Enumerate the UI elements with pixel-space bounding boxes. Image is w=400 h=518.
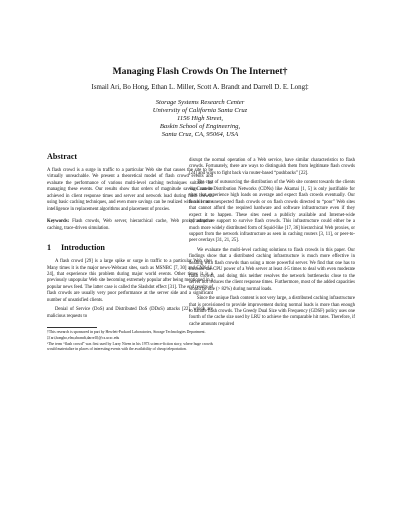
intro-paragraph: A flash crowd [29] is a large spike or surge in traffic to a particular Web site¹. Many times it is the major news-Webcast sites, such as MSNBC [7, 30] and CNN [4, 24], that experience this problem during major world events. Other times it is a previously unpopular Web site becoming extremely popular after being mentioned in a popular news feed. The latter case is called the Slashdot effect [31]. The end results of flash crowds are usually very poor performance at the server side and a significant number of unsatisfied clients. (47, 259, 213, 303)
footnote: ¹The term “flash crowd” was first used by Larry Niven in his 1973 science-fiction story, where huge crowds would materialize in places of interesting events with the availability of cheap teleportation. (47, 342, 213, 352)
abstract-heading: Abstract (47, 152, 78, 161)
body-paragraph: The cost of outsourcing the distribution of the Web site content towards the clients via Content Distribution Networks (CDNs) like Akamai [1, 5] is only justifiable for sites that experience high loads on average and expect flash crowds eventually. Our focus is on unexpected flash crowds or on flash crowds directed to “poor” Web sites that cannot afford the required hardware and software infrastructure even if they expect it to happen. These sites need a publicly available and Internet-wide infrastructure support to survive flash crowds. This infrastructure could either be a much more widely distributed form of Squid-like [17, 36] hierarchical Web proxies, or support from the network infrastructure as seen in caching routers [3, 11], or peer-to-peer overlays [31, 21, 25]. (189, 180, 355, 244)
footnote: †This research is sponsored in part by Hewlett-Packard Laboratories, Storage Technologies Department. (47, 329, 206, 334)
affiliation-line: Storage Systems Research Center (155, 99, 245, 106)
body-paragraph: disrupt the normal operation of a Web service, have similar characteristics to flash crowds. Fortunately, there are ways to distinguish them from legitimate flash crowds [24] and ways to fight back via router-based “pushbacks” [22]. (189, 158, 355, 176)
affiliation-line: Baskin School of Engineering, (159, 123, 241, 131)
affiliation-line: University of California Santa Cruz (152, 107, 248, 115)
keywords-label: Keywords: (47, 219, 70, 225)
affiliation-line: 1156 High Street, (177, 115, 223, 123)
paper-authors: Ismail Ari, Bo Hong, Ethan L. Miller, Scott A. Brandt and Darrell D. E. Long‡ (91, 84, 309, 91)
keywords-text: Flash crowds, Web server, hierarchical cache, Web proxy, adaptive caching, trace-driven simulation. (47, 219, 213, 231)
affiliation-line: Santa Cruz, CA, 95064, USA (161, 131, 239, 139)
right-column (189, 158, 355, 328)
footnotes (47, 330, 213, 353)
paper-title: Managing Flash Crowds On The Internet† (112, 66, 288, 77)
affiliation-block (0, 99, 400, 139)
intro-paragraph: Denial of Service (DoS) and Distributed DoS (DDoS) attacks [22], which are malicious requests to (47, 307, 213, 319)
abstract-body: A flash crowd is a surge in traffic to a particular Web site that causes the site to be virtually unreachable. We present a theoretical model of flash crowd events and evaluate the performance of various multi-level caching techniques suitable for managing these events. Our results show that orders of magnitude savings can be achieved in client response times and server and network load during flash crowds using basic caching techniques, and even more savings can be realized with a bit more intelligence in replacement algorithms and placement of proxies. (47, 168, 213, 212)
section-title: Introduction (61, 243, 105, 253)
body-paragraph: Since the unique flash content is not very large, a distributed caching infrastructure that is provisioned to provide improvement during normal loads is more than enough to handle flash crowds. The Greedy Dual Size with Frequency (GDSF) policy uses one fourth of the cache size used by LRU to achieve the comparable hit rates. Therefore, if cache amounts required (189, 296, 355, 327)
footnote-rule (47, 327, 97, 328)
section-number: 1 (47, 243, 52, 253)
footnote: ‡{ari,hongbo,elm,sbrandt,darrell}@cs.ucsc.edu (47, 336, 120, 341)
body-paragraph: We evaluate the multi-level caching solutions to flash crowds in this paper. Our findings show that a distributed caching infrastructure is much more effective in dealing with flash crowds than using a more powerful server. We find that one has to increase the CPU power of a Web server at least 4-5 times to deal with even moderate flash crowds, and doing this neither resolves the network bottlenecks close to the server nor reduces the client response times. Furthermore, most of the added capacities would be idle (> 82%) during normal loads. (189, 247, 355, 292)
